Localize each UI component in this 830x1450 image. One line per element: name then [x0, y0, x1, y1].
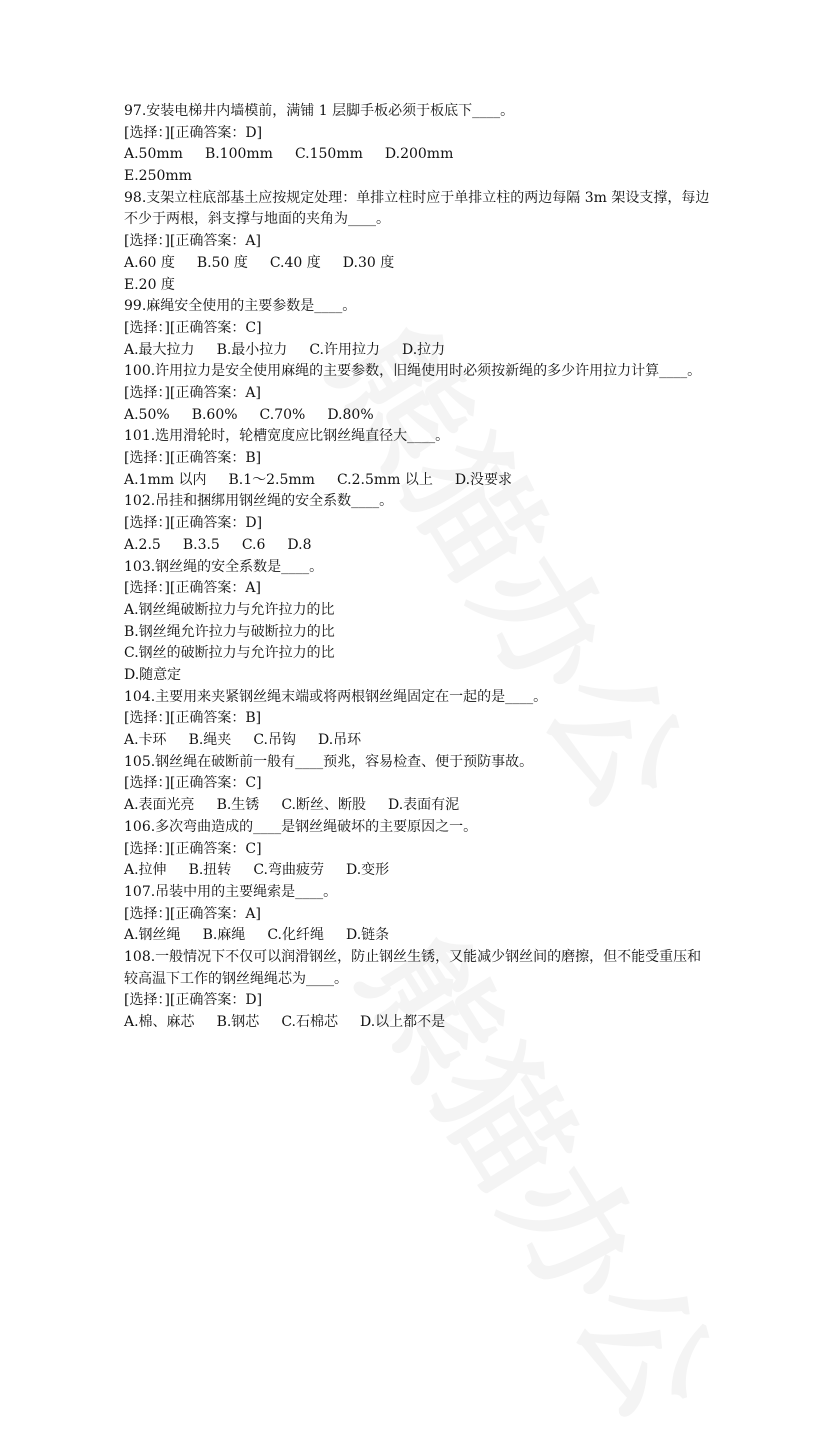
- option: A.钢丝绳: [124, 927, 181, 944]
- options-row: [124, 795, 710, 817]
- answer-line: [选择：][正确答案：B]: [124, 450, 262, 467]
- options-row: [124, 535, 710, 557]
- option: E.250mm: [124, 168, 192, 185]
- options-row: [124, 253, 710, 275]
- question-stem: 98.支架立柱底部基土应按规定处理：单排立柱时应于单排立柱的两边每隔 3m 架设支撑，每边不少于两根，斜支撑与地面的夹角为____。: [124, 189, 710, 228]
- option: D.200mm: [384, 146, 454, 163]
- option: B.钢丝绳允许拉力与破断拉力的比: [124, 623, 335, 640]
- question-block: [124, 426, 710, 491]
- answer-line: [选择：][正确答案：A]: [124, 580, 261, 597]
- option: D.随意定: [124, 667, 182, 683]
- option: B.100mm: [204, 146, 273, 163]
- question-stem: 100.许用拉力是安全使用麻绳的主要参数，旧绳使用时必须按新绳的多少许用拉力计算____。: [124, 363, 702, 380]
- option: B.50 度: [196, 254, 248, 271]
- answer-line: [选择：][正确答案：C]: [124, 775, 262, 792]
- option: B.60%: [191, 406, 238, 423]
- options-row: [124, 925, 710, 947]
- question-stem: 102.吊挂和捆绑用钢丝绳的安全系数____。: [124, 493, 394, 510]
- options-row: [124, 1012, 710, 1034]
- option: C.化纤绳: [267, 927, 324, 944]
- question-list: [124, 101, 710, 1034]
- option: D.吊环: [317, 732, 362, 749]
- option: B.生锈: [216, 797, 260, 814]
- option: B.麻绳: [202, 927, 246, 944]
- option: E.20 度: [124, 276, 175, 293]
- option: C.2.5mm 以上: [336, 471, 433, 488]
- answer-line: [选择：][正确答案：A]: [124, 233, 261, 250]
- question-block: [124, 947, 710, 1034]
- question-stem: 97.安装电梯井内墙模前，满铺 1 层脚手板必须于板底下____。: [124, 103, 515, 119]
- option: A.钢丝绳破断拉力与允许拉力的比: [124, 601, 335, 618]
- question-block: [124, 296, 710, 361]
- answer-line: [选择：][正确答案：C]: [124, 319, 262, 336]
- question-block: [124, 817, 710, 882]
- option: B.1～2.5mm: [228, 471, 315, 488]
- option: D.链条: [345, 927, 390, 944]
- options-row: [124, 340, 710, 362]
- answer-line: [选择：][正确答案：C]: [124, 840, 262, 857]
- option: C.70%: [259, 406, 306, 423]
- question-stem: 106.多次弯曲造成的____是钢丝绳破坏的主要原因之一。: [124, 818, 478, 835]
- question-block: [124, 557, 710, 687]
- option: B.绳夹: [188, 732, 232, 749]
- option: B.扭转: [188, 862, 232, 879]
- option: D.变形: [345, 862, 390, 879]
- question-stem: 107.吊装中用的主要绳索是____。: [124, 883, 338, 900]
- option: A.50mm: [124, 146, 183, 163]
- option: A.卡环: [124, 732, 167, 749]
- option: A.1mm 以内: [124, 471, 207, 488]
- question-stem: 108.一般情况下不仅可以润滑钢丝，防止钢丝生锈，又能减少钢丝间的磨擦，但不能受重压和较高温下工作的钢丝绳绳芯为____。: [124, 949, 702, 987]
- options-row: [124, 470, 710, 492]
- question-block: [124, 882, 710, 947]
- option: A.60 度: [124, 254, 175, 271]
- option: C.钢丝的破断拉力与允许拉力的比: [124, 645, 335, 662]
- option: C.弯曲疲劳: [253, 862, 324, 879]
- answer-line: [选择：][正确答案：D]: [124, 992, 263, 1009]
- option: D.8: [287, 536, 312, 553]
- option: C.150mm: [294, 146, 363, 163]
- question-stem: 104.主要用来夹紧钢丝绳末端或将两根钢丝绳固定在一起的是____。: [124, 688, 548, 705]
- options-row: [124, 275, 710, 297]
- answer-line: [选择：][正确答案：B]: [124, 710, 262, 727]
- option: A.拉伸: [124, 862, 167, 879]
- option: B.3.5: [182, 536, 220, 553]
- question-block: [124, 101, 710, 188]
- question-block: [124, 188, 710, 296]
- option: C.6: [241, 536, 266, 553]
- question-block: [124, 687, 710, 752]
- options-row: [124, 166, 710, 188]
- option: A.棉、麻芯: [124, 1014, 195, 1031]
- question-block: [124, 491, 710, 556]
- options-row: [124, 860, 710, 882]
- answer-line: [选择：][正确答案：D]: [124, 515, 263, 532]
- options-row: [124, 144, 710, 166]
- option: C.断丝、断股: [281, 797, 366, 814]
- option: A.表面光亮: [124, 797, 195, 814]
- option: D.30 度: [342, 254, 395, 271]
- question-block: [124, 752, 710, 817]
- option: B.最小拉力: [216, 341, 288, 358]
- option: C.许用拉力: [309, 341, 380, 358]
- options-row: [124, 730, 710, 752]
- answer-line: [选择：][正确答案：A]: [124, 385, 261, 402]
- question-stem: 105.钢丝绳在破断前一般有____预兆，容易检查、便于预防事故。: [124, 753, 534, 770]
- answer-line: [选择：][正确答案：D]: [124, 124, 263, 141]
- question-block: [124, 361, 710, 426]
- option: A.50%: [124, 406, 170, 423]
- option: C.石棉芯: [281, 1014, 338, 1031]
- option: D.以上都不是: [359, 1014, 446, 1031]
- option: B.钢芯: [216, 1014, 260, 1031]
- option: D.表面有泥: [387, 797, 460, 814]
- option: D.80%: [327, 406, 374, 423]
- option: C.吊钩: [253, 732, 296, 749]
- options-row: [124, 405, 710, 427]
- question-stem: 99.麻绳安全使用的主要参数是____。: [124, 298, 357, 315]
- option: A.最大拉力: [124, 341, 195, 358]
- option: D.没要求: [454, 471, 513, 488]
- option: A.2.5: [124, 536, 161, 553]
- question-stem: 101.选用滑轮时，轮槽宽度应比钢丝绳直径大____。: [124, 428, 450, 445]
- question-stem: 103.钢丝绳的安全系数是____。: [124, 558, 324, 575]
- answer-line: [选择：][正确答案：A]: [124, 905, 261, 922]
- option: C.40 度: [269, 254, 321, 271]
- option: D.拉力: [401, 341, 446, 358]
